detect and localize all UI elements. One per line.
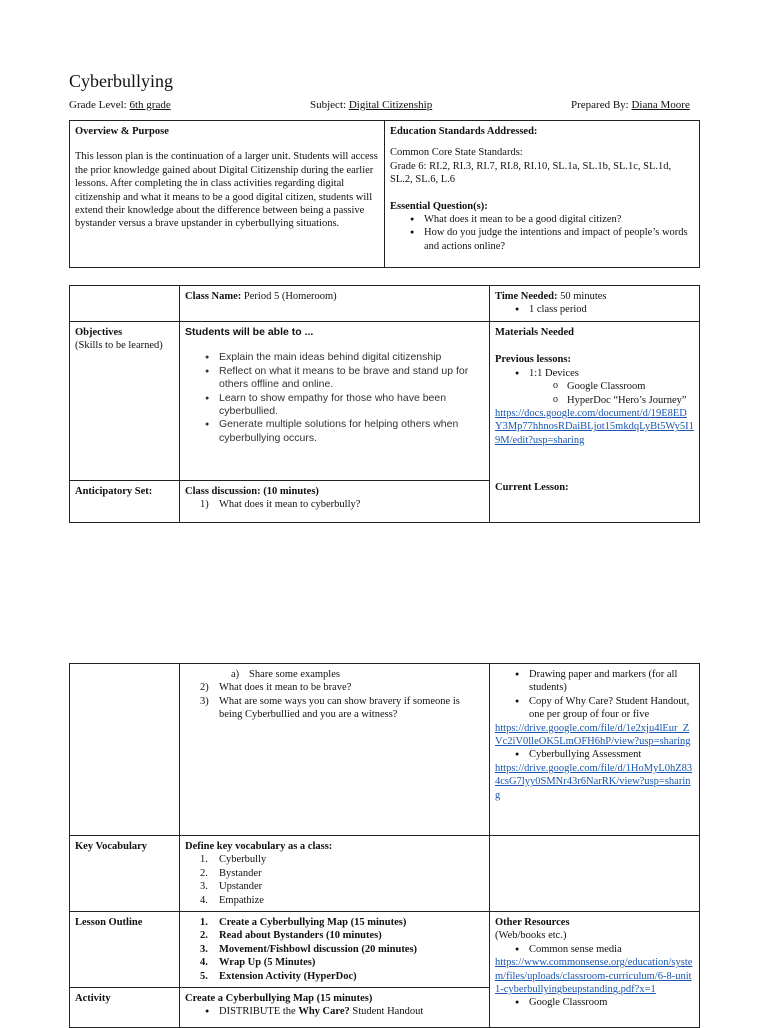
outline-item: 3. Movement/Fishbowl discussion (20 minutes)	[200, 943, 418, 955]
objective-item: ● Explain the main ideas behind digital citizenship	[185, 351, 484, 364]
eq-item: ● How do you judge the intentions and impact of people’s words and actions online?	[390, 226, 694, 253]
outline-text: Movement/Fishbowl discussion (20 minutes)	[219, 943, 418, 955]
activity-label: Activity	[75, 993, 111, 1005]
question-number: 3)	[200, 695, 209, 707]
commonsense-link[interactable]: https://www.commonsense.org/education/system/files/uploads/classroom-curriculum/6-8-unit1-cyberbullyingbeupstanding.pdf?x=1	[495, 957, 693, 996]
vocab-cell	[180, 836, 490, 912]
empty-cell	[490, 836, 700, 912]
resource-item: ● Google Classroom	[495, 996, 694, 1009]
subitem-text: Share some examples	[249, 669, 340, 680]
anticipatory-label: Anticipatory Set:	[75, 486, 153, 497]
class-name-value: Period 5 (Homeroom)	[243, 291, 337, 302]
vocab-label-cell	[70, 836, 180, 912]
vocab-word: Bystander	[219, 867, 262, 879]
anticipatory-cell	[180, 481, 490, 523]
activity-item	[185, 1005, 484, 1018]
class-name-cell	[180, 286, 490, 322]
vocab-item: 4. Empathize	[200, 894, 264, 906]
other-resources-label: Other Resources	[495, 917, 570, 929]
vocab-heading: Define key vocabulary as a class:	[185, 841, 333, 852]
time-label: Time Needed:	[495, 291, 558, 302]
vocab-word: Upstander	[219, 881, 263, 893]
discussion-question	[185, 498, 484, 511]
eq-item: ● What does it mean to be a good digital citizen?	[390, 213, 694, 226]
activity-bold-text: Why Care?	[298, 1006, 350, 1018]
grade-label: Grade Level:	[69, 99, 127, 111]
outline-text: Extension Activity (HyperDoc)	[219, 970, 357, 982]
materials-cell	[490, 322, 700, 523]
question-text: What are some ways you can show bravery if someone is being Cyberbullied and you are a witness?	[219, 695, 460, 721]
outline-text: Wrap Up (5 Minutes)	[219, 957, 316, 969]
time-item: ● 1 class period	[495, 303, 694, 316]
overview-cell	[70, 121, 385, 268]
eq-heading: Essential Question(s):	[390, 200, 488, 212]
question-text: What does it mean to cyberbully?	[219, 499, 361, 511]
discussion-continued-cell	[180, 664, 490, 836]
materials-label: Materials Needed	[495, 327, 575, 338]
activity-text: DISTRIBUTE the	[219, 1006, 299, 1018]
question-number: 2)	[200, 682, 209, 694]
outline-item: 2. Read about Bystanders (10 minutes)	[200, 930, 382, 942]
class-name-label: Class Name:	[185, 291, 242, 302]
grade-value: 6th grade	[129, 99, 171, 111]
outline-label-cell	[70, 912, 180, 988]
subject-label: Subject:	[310, 99, 347, 111]
vocab-word: Cyberbully	[219, 854, 267, 866]
objective-item: ● Reflect on what it means to be brave and stand up for others offline and online.	[185, 365, 484, 392]
previous-link[interactable]: https://docs.google.com/document/d/19E8EDY3Mp77hhnosRDaiBLjot15mkdqLyBt5Wy5I19M/edit?usp=sharing	[495, 408, 694, 446]
material-item: ● Cyberbullying Assessment	[495, 748, 694, 761]
vocab-item: 2. Bystander	[200, 867, 262, 879]
empty-cell	[70, 664, 180, 836]
standards-heading: Education Standards Addressed:	[390, 126, 538, 137]
previous-label: Previous lessons:	[495, 354, 571, 366]
overview-text: This lesson plan is the continuation of a larger unit. Students will access the prior knowledge gained about Digital Citizenship during the earlier lessons. After completing the in class activities regarding digital citizenship and what it means to be a good digital citizen, students will extend their knowledge about the difference between being a passive bystander versus a brave upstander in cyberbullying situations.	[75, 151, 378, 230]
time-value: 50 minutes	[560, 291, 607, 302]
discussion-heading: Class discussion: (10 minutes)	[185, 486, 319, 497]
plan-table	[69, 285, 700, 523]
outline-label: Lesson Outline	[75, 917, 143, 929]
empty-cell	[70, 286, 180, 322]
handout-link[interactable]: https://drive.google.com/file/d/1e2xju4lEur_ZVc2iV0lleOK5LmOFH6hP/view?usp=sharing	[495, 722, 691, 748]
objective-item: ● Learn to show empathy for those who have been cyberbullied.	[185, 392, 484, 419]
outline-cell	[180, 912, 490, 988]
question-number: 1)	[200, 499, 209, 511]
time-cell	[490, 286, 700, 322]
overview-heading: Overview & Purpose	[75, 126, 169, 137]
prepared-by	[571, 98, 690, 112]
prepared-value: Diana Moore	[631, 99, 690, 111]
overview-table	[69, 120, 700, 268]
standards-line2: Grade 6: RI.2, RI.3, RI.7, RI.8, RI.10, SL.1a, SL.1b, SL.1c, SL.1d, SL.2, SL.6, L.6	[390, 160, 672, 186]
previous-item: ● 1:1 Devices	[495, 367, 694, 380]
outline-text: Create a Cyberbullying Map (15 minutes)	[219, 917, 407, 929]
vocab-item: 3. Upstander	[200, 881, 263, 893]
other-resources-cell	[490, 912, 700, 1028]
material-item: ● Drawing paper and markers (for all students)	[495, 668, 694, 695]
question-text: What does it mean to be brave?	[219, 682, 352, 694]
vocab-label: Key Vocabulary	[75, 841, 148, 852]
standards-cell	[385, 121, 700, 268]
outline-item: 5. Extension Activity (HyperDoc)	[200, 970, 357, 982]
discussion-question	[185, 681, 484, 694]
previous-sub-item: o Google Classroom	[495, 380, 694, 393]
standards-line1: Common Core State Standards:	[390, 147, 523, 159]
objectives-label: Objectives	[75, 327, 123, 338]
objective-item: ● Generate multiple solutions for helping others when cyberbullying occurs.	[185, 418, 484, 445]
vocab-item: 1. Cyberbully	[200, 854, 267, 866]
outline-item: 4. Wrap Up (5 Minutes)	[200, 957, 316, 969]
activity-label-cell	[70, 988, 180, 1028]
anticipatory-label-cell	[70, 481, 180, 523]
activity-cell	[180, 988, 490, 1028]
objectives-label-cell	[70, 322, 180, 481]
subject-value: Digital Citizenship	[348, 99, 433, 111]
other-resources-sub: (Web/books etc.)	[495, 930, 567, 942]
activity-heading: Create a Cyberbullying Map (15 minutes)	[185, 993, 373, 1005]
objectives-sub: (Skills to be learned)	[75, 340, 163, 352]
material-item: ● Copy of Why Care? Student Handout, one per group of four or five	[495, 695, 694, 722]
outline-item: 1. Create a Cyberbullying Map (15 minutes)	[200, 917, 407, 929]
resource-item: ● Common sense media	[495, 943, 694, 956]
activity-text: Student Handout	[349, 1006, 424, 1018]
plan-table-continued	[69, 663, 700, 1028]
assessment-link[interactable]: https://drive.google.com/file/d/1HoMyL0hZ834csG7lyy0SMNr43r6NarRK/view?usp=sharing	[495, 762, 693, 801]
subject	[310, 98, 432, 112]
outline-text: Read about Bystanders (10 minutes)	[219, 930, 382, 942]
discussion-question	[185, 695, 484, 722]
students-able: Students will be able to ...	[185, 326, 314, 338]
materials-continued-cell	[490, 664, 700, 836]
subitem-letter: a)	[231, 669, 240, 680]
discussion-subitem	[185, 668, 484, 681]
page-title: Cyberbullying	[69, 71, 173, 91]
objectives-cell	[180, 322, 490, 481]
previous-sub-item: o HyperDoc “Hero’s Journey”	[495, 394, 694, 407]
current-lesson-label: Current Lesson:	[495, 482, 569, 494]
vocab-word: Empathize	[219, 894, 264, 906]
prepared-label: Prepared By:	[571, 99, 629, 111]
grade-level	[69, 98, 171, 112]
